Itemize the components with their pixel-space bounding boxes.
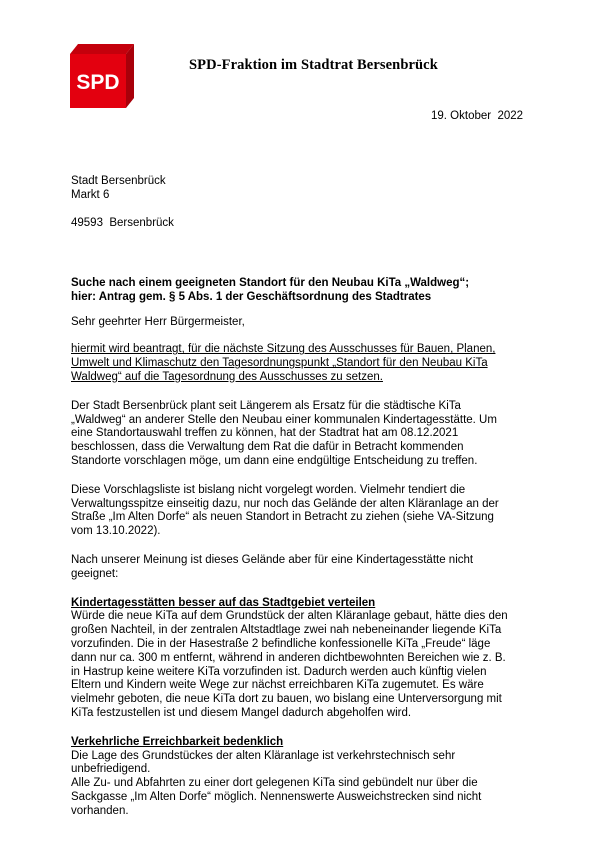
request-paragraph: hiermit wird beantragt, für die nächste Sitzung des Ausschusses für Bauen, Planen, Umwelt und Klimaschutz den Tagesordnungspunkt „Standort für den Neubau KiTa Waldweg“ auf die Tagesordnung des Ausschusses zu setzen. — [71, 343, 496, 383]
recipient-address — [71, 174, 174, 230]
salutation: Sehr geehrter Herr Bürgermeister, — [71, 315, 245, 328]
section-title-traffic: Verkehrliche Erreichbarkeit bedenklich — [71, 735, 284, 748]
paragraph-proposal-list: Diese Vorschlagsliste ist bislang nicht vorgelegt worden. Vielmehr tendiert die Verwaltungsspitze einseitig dazu, nur noch das Gelände der alten Kläranlage an der Straße „Im Alten Dorfe“ als neuen Standort in Betracht zu ziehen (siehe VA-Sitzung vom 13.10.2022). — [71, 483, 499, 538]
organization-name: SPD-Fraktion im Stadtrat Bersenbrück — [189, 57, 438, 73]
section-title-distribution: Kindertagesstätten besser auf das Stadtgebiet verteilen — [71, 596, 376, 609]
subject-line: Suche nach einem geeigneten Standort für den Neubau KiTa „Waldweg“; — [71, 277, 470, 289]
address-line: Markt 6 — [71, 189, 110, 201]
address-line: Stadt Bersenbrück — [71, 175, 166, 187]
paragraph-background: Der Stadt Bersenbrück plant seit Längerem als Ersatz für die städtische KiTa „Waldweg“ an anderer Stelle den Neubau einer kommunalen Kindertagesstätte. Um eine Standortauswahl treffen zu können, hat der Stadtrat hat am 08.12.2021 beschlossen, dass die Verwaltung dem Rat die dafür in Betracht kommenden Standorte vorschlagen möge, um dann eine endgültige Entscheidung zu treffen. — [71, 399, 497, 467]
paragraph-opinion: Nach unserer Meinung ist dieses Gelände aber für eine Kindertagesstätte nicht geeignet: — [71, 553, 474, 580]
logo-text: SPD — [76, 71, 120, 94]
section-traffic-text: Die Lage des Grundstückes der alten Kläranlage ist verkehrstechnisch sehr unbefriedigend. Alle Zu- und Abfahrten zu einer dort gelegenen KiTa sind gebündelt nur über die Sackgasse „Im Alten Dorfe“ möglich. Nennenswerte Ausweichstrecken sind nicht vorhanden. — [71, 749, 482, 817]
spd-logo — [70, 44, 134, 108]
address-city: 49593 Bersenbrück — [71, 217, 174, 229]
letter-body — [71, 277, 541, 819]
subject-line: hier: Antrag gem. § 5 Abs. 1 der Geschäftsordnung des Stadtrates — [71, 290, 432, 303]
section-distribution-text: Würde die neue KiTa auf dem Grundstück der alten Kläranlage gebaut, hätte dies den großen Nachteil, in der zentralen Altstadtlage zwei nah nebeneinander liegende KiTa vorzufinden. Die in der Hasestraße 2 befindliche konfessionelle KiTa „Freude“ läge dann nur ca. 300 m entfernt, während in anderen dichtbewohnten Bereichen wie z. B. in Hastrup keine weitere KiTa vorzufinden ist. Dadurch werden auch künftig vielen Eltern und Kindern weite Wege zur nächst erreichbaren KiTa zugemutet. Es wäre vielmehr geboten, die neue KiTa dort zu bauen, wo bislang eine Unterversorgung mit KiTa festzustellen ist und diesem Mangel dadurch abgeholfen wird. — [71, 610, 508, 719]
letter-date: 19. Oktober 2022 — [431, 110, 524, 122]
